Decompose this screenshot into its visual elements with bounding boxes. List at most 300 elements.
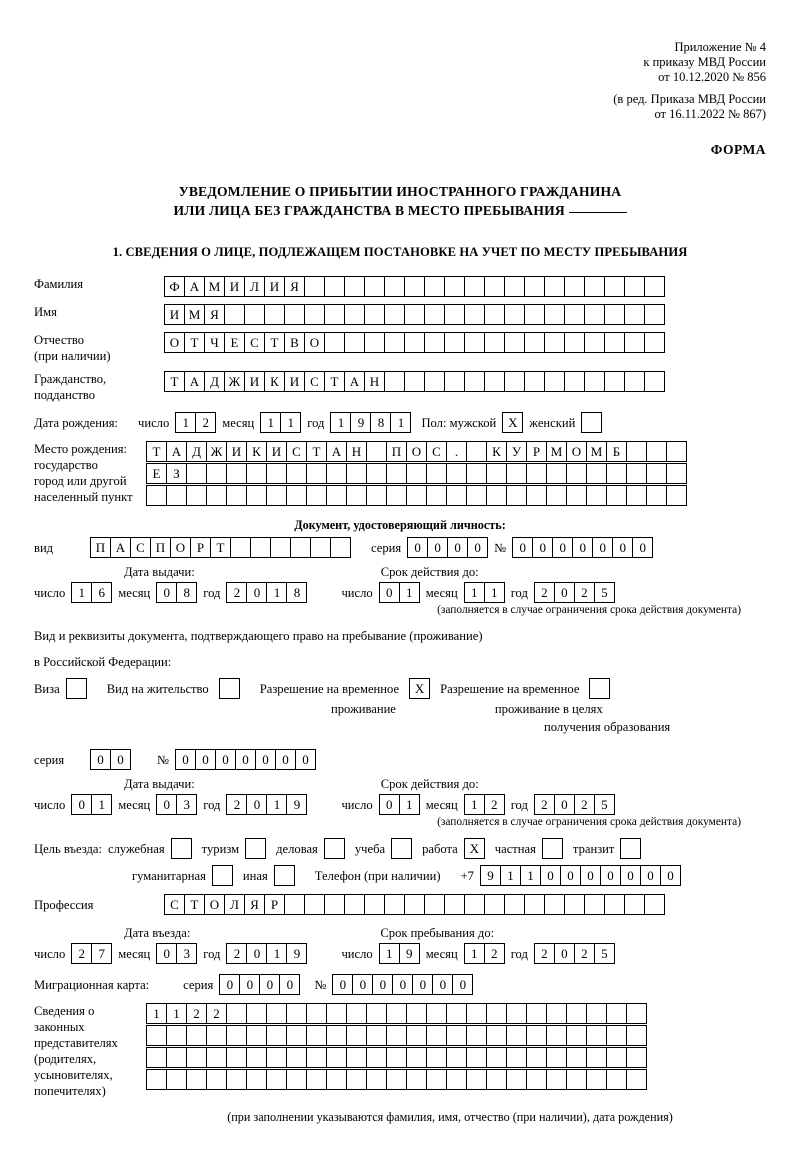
form-cell[interactable]: [566, 1047, 587, 1068]
form-cell[interactable]: 1: [175, 412, 196, 433]
form-cell[interactable]: [266, 1069, 287, 1090]
form-cell[interactable]: М: [184, 304, 205, 325]
form-cell[interactable]: 2: [574, 943, 595, 964]
form-cell[interactable]: 1: [484, 582, 505, 603]
form-cell[interactable]: 0: [379, 582, 400, 603]
form-cell[interactable]: Д: [186, 441, 207, 462]
form-cell[interactable]: 0: [467, 537, 488, 558]
form-cell[interactable]: [324, 894, 345, 915]
form-cell[interactable]: [326, 485, 347, 506]
form-cell[interactable]: [486, 1069, 507, 1090]
form-cell[interactable]: [286, 463, 307, 484]
form-cell[interactable]: П: [90, 537, 111, 558]
form-cell[interactable]: 0: [392, 974, 413, 995]
form-cell[interactable]: 5: [594, 582, 615, 603]
identity-issue-year-input[interactable]: [226, 582, 307, 603]
form-cell[interactable]: 2: [484, 794, 505, 815]
form-cell[interactable]: Я: [204, 304, 225, 325]
form-cell[interactable]: [364, 304, 385, 325]
form-cell[interactable]: [524, 276, 545, 297]
form-cell[interactable]: [426, 1069, 447, 1090]
form-cell[interactable]: В: [284, 332, 305, 353]
form-cell[interactable]: З: [166, 463, 187, 484]
form-cell[interactable]: [626, 463, 647, 484]
form-cell[interactable]: 0: [279, 974, 300, 995]
form-cell[interactable]: [604, 371, 625, 392]
sex-male-checkbox[interactable]: X: [502, 412, 523, 433]
form-cell[interactable]: О: [406, 441, 427, 462]
form-cell[interactable]: [166, 1069, 187, 1090]
form-cell[interactable]: [504, 276, 525, 297]
form-cell[interactable]: [606, 1069, 627, 1090]
form-cell[interactable]: [466, 485, 487, 506]
form-cell[interactable]: 0: [407, 537, 428, 558]
form-cell[interactable]: [146, 1025, 167, 1046]
stay-month-input[interactable]: [464, 943, 505, 964]
form-cell[interactable]: [224, 304, 245, 325]
form-cell[interactable]: [284, 894, 305, 915]
form-cell[interactable]: [324, 304, 345, 325]
form-cell[interactable]: [666, 485, 687, 506]
form-cell[interactable]: [564, 894, 585, 915]
citizenship-input[interactable]: [164, 371, 665, 392]
form-cell[interactable]: Б: [606, 441, 627, 462]
form-cell[interactable]: [444, 371, 465, 392]
form-cell[interactable]: 9: [480, 865, 501, 886]
form-cell[interactable]: [266, 1025, 287, 1046]
form-cell[interactable]: [446, 1025, 467, 1046]
form-cell[interactable]: [384, 276, 405, 297]
form-cell[interactable]: 0: [259, 974, 280, 995]
form-cell[interactable]: [506, 1047, 527, 1068]
form-cell[interactable]: [644, 894, 665, 915]
form-cell[interactable]: [306, 485, 327, 506]
form-cell[interactable]: О: [170, 537, 191, 558]
form-cell[interactable]: [264, 304, 285, 325]
form-cell[interactable]: 0: [552, 537, 573, 558]
form-cell[interactable]: [246, 1047, 267, 1068]
form-cell[interactable]: [464, 371, 485, 392]
form-cell[interactable]: 3: [176, 943, 197, 964]
form-cell[interactable]: 0: [512, 537, 533, 558]
form-cell[interactable]: 0: [156, 582, 177, 603]
purpose-option-checkbox[interactable]: [324, 838, 345, 859]
purpose-option-checkbox[interactable]: [620, 838, 641, 859]
form-cell[interactable]: 1: [399, 582, 420, 603]
stay-doc-valid-year-input[interactable]: [534, 794, 615, 815]
form-cell[interactable]: [584, 304, 605, 325]
form-cell[interactable]: [464, 304, 485, 325]
form-cell[interactable]: .: [446, 441, 467, 462]
entry-year-input[interactable]: [226, 943, 307, 964]
form-cell[interactable]: [426, 1003, 447, 1024]
form-cell[interactable]: [606, 485, 627, 506]
form-cell[interactable]: [644, 332, 665, 353]
form-cell[interactable]: [486, 1003, 507, 1024]
edu-residence-checkbox[interactable]: [589, 678, 610, 699]
form-cell[interactable]: [206, 463, 227, 484]
form-cell[interactable]: 1: [464, 943, 485, 964]
form-cell[interactable]: 0: [560, 865, 581, 886]
form-cell[interactable]: [326, 463, 347, 484]
form-cell[interactable]: [484, 332, 505, 353]
profession-input[interactable]: [164, 894, 665, 915]
form-cell[interactable]: [426, 1047, 447, 1068]
form-cell[interactable]: [646, 485, 667, 506]
form-cell[interactable]: 2: [226, 943, 247, 964]
form-cell[interactable]: [584, 332, 605, 353]
form-cell[interactable]: [586, 1047, 607, 1068]
form-cell[interactable]: [606, 1003, 627, 1024]
form-cell[interactable]: 5: [594, 794, 615, 815]
form-cell[interactable]: 0: [332, 974, 353, 995]
form-cell[interactable]: О: [566, 441, 587, 462]
form-cell[interactable]: [544, 332, 565, 353]
form-cell[interactable]: 2: [534, 582, 555, 603]
form-cell[interactable]: 0: [195, 749, 216, 770]
form-cell[interactable]: 6: [91, 582, 112, 603]
phone-input[interactable]: [480, 865, 681, 886]
form-cell[interactable]: [424, 304, 445, 325]
form-cell[interactable]: А: [326, 441, 347, 462]
form-cell[interactable]: 3: [176, 794, 197, 815]
form-cell[interactable]: [544, 371, 565, 392]
identity-issue-month-input[interactable]: [156, 582, 197, 603]
form-cell[interactable]: [406, 463, 427, 484]
residence-permit-checkbox[interactable]: [219, 678, 240, 699]
form-cell[interactable]: [466, 1003, 487, 1024]
form-cell[interactable]: [466, 463, 487, 484]
identity-issue-day-input[interactable]: [71, 582, 112, 603]
stay-year-input[interactable]: [534, 943, 615, 964]
form-cell[interactable]: 0: [660, 865, 681, 886]
form-cell[interactable]: 0: [379, 794, 400, 815]
form-cell[interactable]: [366, 1025, 387, 1046]
form-cell[interactable]: [524, 371, 545, 392]
form-cell[interactable]: 1: [266, 943, 287, 964]
form-cell[interactable]: Е: [146, 463, 167, 484]
form-cell[interactable]: [626, 1047, 647, 1068]
form-cell[interactable]: [626, 1003, 647, 1024]
form-cell[interactable]: [230, 537, 251, 558]
form-cell[interactable]: 5: [594, 943, 615, 964]
form-cell[interactable]: [506, 1003, 527, 1024]
form-cell[interactable]: [406, 1047, 427, 1068]
representatives-row-3[interactable]: [146, 1047, 647, 1068]
form-cell[interactable]: [246, 463, 267, 484]
form-cell[interactable]: 0: [592, 537, 613, 558]
form-cell[interactable]: [566, 1069, 587, 1090]
form-cell[interactable]: [146, 1047, 167, 1068]
form-cell[interactable]: [546, 1025, 567, 1046]
form-cell[interactable]: Р: [264, 894, 285, 915]
form-cell[interactable]: [464, 894, 485, 915]
form-cell[interactable]: [226, 1025, 247, 1046]
form-cell[interactable]: [486, 1047, 507, 1068]
form-cell[interactable]: Т: [324, 371, 345, 392]
form-cell[interactable]: 0: [432, 974, 453, 995]
form-cell[interactable]: [310, 537, 331, 558]
form-cell[interactable]: [344, 332, 365, 353]
entry-month-input[interactable]: [156, 943, 197, 964]
stay-doc-series-input[interactable]: [90, 749, 131, 770]
form-cell[interactable]: 0: [246, 943, 267, 964]
form-cell[interactable]: 0: [246, 582, 267, 603]
form-cell[interactable]: [606, 1025, 627, 1046]
form-cell[interactable]: 1: [146, 1003, 167, 1024]
form-cell[interactable]: [584, 894, 605, 915]
form-cell[interactable]: [644, 371, 665, 392]
form-cell[interactable]: [444, 276, 465, 297]
form-cell[interactable]: 0: [572, 537, 593, 558]
form-cell[interactable]: [486, 485, 507, 506]
form-cell[interactable]: [564, 332, 585, 353]
form-cell[interactable]: 0: [90, 749, 111, 770]
form-cell[interactable]: 1: [520, 865, 541, 886]
form-cell[interactable]: Ж: [224, 371, 245, 392]
form-cell[interactable]: 1: [379, 943, 400, 964]
purpose-option-checkbox[interactable]: X: [464, 838, 485, 859]
form-cell[interactable]: [526, 1025, 547, 1046]
form-cell[interactable]: Я: [284, 276, 305, 297]
form-cell[interactable]: [324, 276, 345, 297]
form-cell[interactable]: П: [150, 537, 171, 558]
identity-number-input[interactable]: [512, 537, 653, 558]
form-cell[interactable]: 1: [266, 582, 287, 603]
form-cell[interactable]: [424, 371, 445, 392]
form-cell[interactable]: 0: [372, 974, 393, 995]
form-cell[interactable]: [524, 332, 545, 353]
stay-doc-valid-day-input[interactable]: [379, 794, 420, 815]
form-cell[interactable]: [324, 332, 345, 353]
form-cell[interactable]: [226, 485, 247, 506]
form-cell[interactable]: [406, 1025, 427, 1046]
form-cell[interactable]: [344, 304, 365, 325]
form-cell[interactable]: [346, 485, 367, 506]
form-cell[interactable]: [424, 276, 445, 297]
form-cell[interactable]: [346, 463, 367, 484]
form-cell[interactable]: [544, 894, 565, 915]
form-cell[interactable]: [366, 1069, 387, 1090]
form-cell[interactable]: [386, 1003, 407, 1024]
form-cell[interactable]: А: [184, 276, 205, 297]
form-cell[interactable]: [484, 371, 505, 392]
form-cell[interactable]: [364, 276, 385, 297]
form-cell[interactable]: И: [164, 304, 185, 325]
form-cell[interactable]: 1: [91, 794, 112, 815]
form-cell[interactable]: [504, 894, 525, 915]
form-cell[interactable]: [146, 1069, 167, 1090]
form-cell[interactable]: [606, 463, 627, 484]
form-cell[interactable]: 0: [532, 537, 553, 558]
form-cell[interactable]: [484, 276, 505, 297]
form-cell[interactable]: [644, 276, 665, 297]
form-cell[interactable]: [226, 1047, 247, 1068]
stay-doc-issue-day-input[interactable]: [71, 794, 112, 815]
form-cell[interactable]: А: [110, 537, 131, 558]
form-cell[interactable]: [444, 894, 465, 915]
form-cell[interactable]: 0: [110, 749, 131, 770]
form-cell[interactable]: [566, 1025, 587, 1046]
form-cell[interactable]: [486, 463, 507, 484]
form-cell[interactable]: [246, 1069, 267, 1090]
form-cell[interactable]: 0: [540, 865, 561, 886]
form-cell[interactable]: 0: [156, 943, 177, 964]
form-cell[interactable]: [546, 1047, 567, 1068]
form-cell[interactable]: 0: [580, 865, 601, 886]
form-cell[interactable]: [186, 1025, 207, 1046]
form-cell[interactable]: 2: [195, 412, 216, 433]
form-cell[interactable]: [506, 1025, 527, 1046]
form-cell[interactable]: С: [130, 537, 151, 558]
form-cell[interactable]: О: [304, 332, 325, 353]
form-cell[interactable]: [406, 485, 427, 506]
form-cell[interactable]: [246, 485, 267, 506]
form-cell[interactable]: Ж: [206, 441, 227, 462]
form-cell[interactable]: [146, 485, 167, 506]
purpose-option-checkbox[interactable]: [171, 838, 192, 859]
form-cell[interactable]: 1: [71, 582, 92, 603]
form-cell[interactable]: 0: [219, 974, 240, 995]
form-cell[interactable]: 2: [186, 1003, 207, 1024]
form-cell[interactable]: [386, 485, 407, 506]
temp-residence-checkbox[interactable]: X: [409, 678, 430, 699]
form-cell[interactable]: 1: [399, 794, 420, 815]
form-cell[interactable]: 0: [239, 974, 260, 995]
form-cell[interactable]: 1: [266, 794, 287, 815]
form-cell[interactable]: Н: [346, 441, 367, 462]
form-cell[interactable]: [586, 1025, 607, 1046]
form-cell[interactable]: 0: [554, 582, 575, 603]
form-cell[interactable]: [166, 485, 187, 506]
form-cell[interactable]: [346, 1025, 367, 1046]
form-cell[interactable]: У: [506, 441, 527, 462]
form-cell[interactable]: [346, 1047, 367, 1068]
form-cell[interactable]: 0: [600, 865, 621, 886]
form-cell[interactable]: [326, 1003, 347, 1024]
form-cell[interactable]: Т: [264, 332, 285, 353]
form-cell[interactable]: 0: [275, 749, 296, 770]
form-cell[interactable]: [364, 894, 385, 915]
form-cell[interactable]: С: [286, 441, 307, 462]
form-cell[interactable]: 1: [464, 794, 485, 815]
form-cell[interactable]: Т: [184, 332, 205, 353]
form-cell[interactable]: [266, 1003, 287, 1024]
form-cell[interactable]: [186, 485, 207, 506]
form-cell[interactable]: [286, 485, 307, 506]
form-cell[interactable]: С: [164, 894, 185, 915]
form-cell[interactable]: [304, 276, 325, 297]
form-cell[interactable]: [464, 276, 485, 297]
form-cell[interactable]: [366, 441, 387, 462]
form-cell[interactable]: [406, 1003, 427, 1024]
form-cell[interactable]: 0: [640, 865, 661, 886]
form-cell[interactable]: [546, 485, 567, 506]
form-cell[interactable]: [586, 1069, 607, 1090]
form-cell[interactable]: 1: [166, 1003, 187, 1024]
form-cell[interactable]: [586, 485, 607, 506]
form-cell[interactable]: [326, 1069, 347, 1090]
form-cell[interactable]: Т: [146, 441, 167, 462]
form-cell[interactable]: [564, 304, 585, 325]
form-cell[interactable]: Л: [224, 894, 245, 915]
form-cell[interactable]: 0: [215, 749, 236, 770]
form-cell[interactable]: 0: [554, 794, 575, 815]
form-cell[interactable]: [186, 1069, 207, 1090]
form-cell[interactable]: [444, 304, 465, 325]
form-cell[interactable]: [186, 1047, 207, 1068]
form-cell[interactable]: 2: [71, 943, 92, 964]
form-cell[interactable]: [526, 1069, 547, 1090]
form-cell[interactable]: [246, 1003, 267, 1024]
form-cell[interactable]: 0: [295, 749, 316, 770]
birth-month-input[interactable]: [260, 412, 301, 433]
birth-year-input[interactable]: [330, 412, 411, 433]
form-cell[interactable]: [546, 1003, 567, 1024]
form-cell[interactable]: [166, 1025, 187, 1046]
form-cell[interactable]: [624, 894, 645, 915]
identity-series-input[interactable]: [407, 537, 488, 558]
form-cell[interactable]: Н: [364, 371, 385, 392]
form-cell[interactable]: 0: [447, 537, 468, 558]
form-cell[interactable]: [266, 1047, 287, 1068]
form-cell[interactable]: [286, 1003, 307, 1024]
form-cell[interactable]: [290, 537, 311, 558]
form-cell[interactable]: [366, 485, 387, 506]
form-cell[interactable]: [624, 304, 645, 325]
form-cell[interactable]: [306, 1069, 327, 1090]
form-cell[interactable]: А: [344, 371, 365, 392]
form-cell[interactable]: [366, 1047, 387, 1068]
form-cell[interactable]: Т: [184, 894, 205, 915]
form-cell[interactable]: [546, 1069, 567, 1090]
form-cell[interactable]: А: [184, 371, 205, 392]
form-cell[interactable]: 9: [286, 943, 307, 964]
form-cell[interactable]: 1: [330, 412, 351, 433]
form-cell[interactable]: [626, 441, 647, 462]
form-cell[interactable]: [564, 371, 585, 392]
form-cell[interactable]: [306, 1047, 327, 1068]
form-cell[interactable]: 2: [206, 1003, 227, 1024]
birthplace-row-2[interactable]: [146, 463, 687, 484]
form-cell[interactable]: 0: [235, 749, 256, 770]
form-cell[interactable]: [604, 332, 625, 353]
form-cell[interactable]: И: [284, 371, 305, 392]
form-cell[interactable]: [386, 1025, 407, 1046]
form-cell[interactable]: 7: [91, 943, 112, 964]
representatives-row-1[interactable]: [146, 1003, 647, 1024]
form-cell[interactable]: [404, 371, 425, 392]
form-cell[interactable]: [446, 463, 467, 484]
form-cell[interactable]: [504, 304, 525, 325]
form-cell[interactable]: [486, 1025, 507, 1046]
form-cell[interactable]: [506, 485, 527, 506]
form-cell[interactable]: [306, 1025, 327, 1046]
form-cell[interactable]: [526, 463, 547, 484]
form-cell[interactable]: М: [586, 441, 607, 462]
stay-doc-number-input[interactable]: [175, 749, 316, 770]
form-cell[interactable]: 0: [554, 943, 575, 964]
form-cell[interactable]: 2: [534, 794, 555, 815]
form-cell[interactable]: [226, 463, 247, 484]
form-cell[interactable]: [626, 1069, 647, 1090]
surname-input[interactable]: [164, 276, 665, 297]
form-cell[interactable]: [606, 1047, 627, 1068]
form-cell[interactable]: [266, 463, 287, 484]
migration-number-input[interactable]: [332, 974, 473, 995]
form-cell[interactable]: [444, 332, 465, 353]
form-cell[interactable]: [626, 485, 647, 506]
